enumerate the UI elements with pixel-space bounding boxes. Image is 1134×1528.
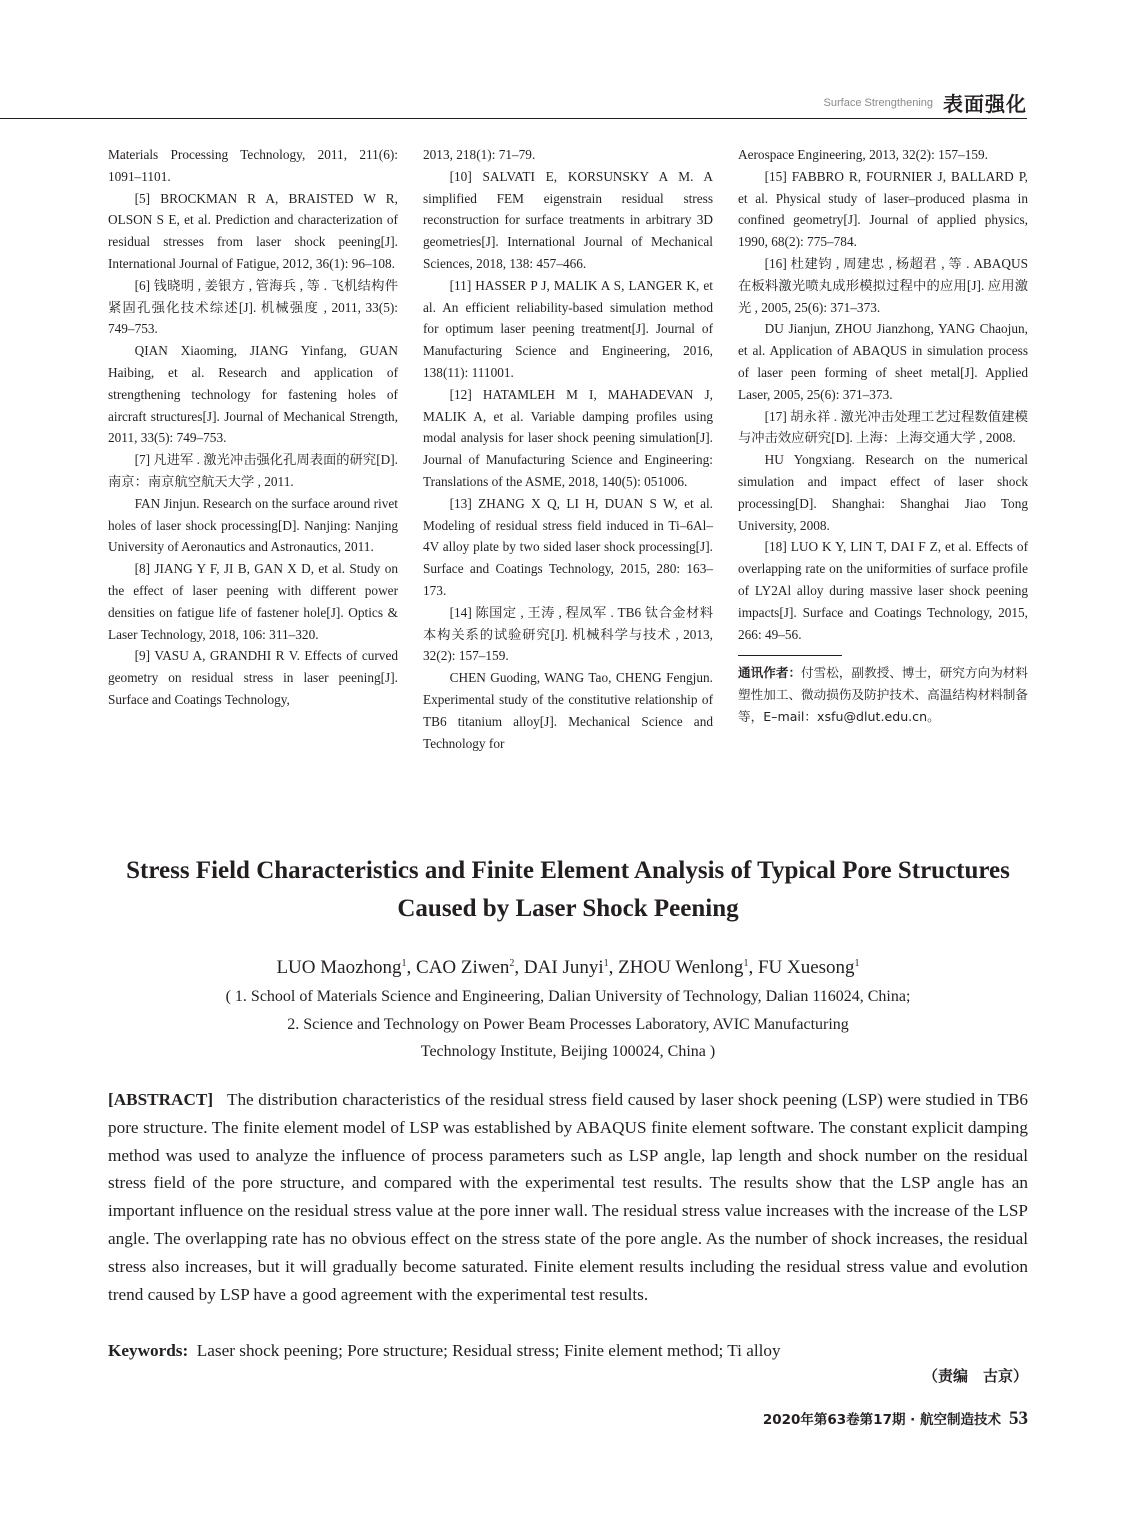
author-affiliation-mark: 1 <box>603 958 609 969</box>
reference-columns <box>108 144 1028 784</box>
affiliation-line: ( 1. School of Materials Science and Engineering, Dalian University of Technology, Dalian 116024, China; <box>225 988 911 1005</box>
reference-entry: [10] SALVATI E, KORSUNSKY A M. A simplified FEM eigenstrain residual stress reconstruction for surface treatments in arbitrary 3D geometries[J]. International Journal of Mechanical Sciences, 2018, 138: 457–466. <box>423 168 713 271</box>
author-affiliation-mark: 1 <box>401 958 407 969</box>
page-footer <box>763 1408 1028 1430</box>
reference-entry: [14] 陈国定 , 王涛 , 程凤军 . TB6 钛合金材料本构关系的试验研究[J]. 机械科学与技术 , 2013, 32(2): 157–159. <box>423 604 713 664</box>
author-name: CAO Ziwen <box>416 957 510 978</box>
reference-entry: Aerospace Engineering, 2013, 32(2): 157–159. <box>738 147 988 162</box>
author-affiliation-mark: 1 <box>854 958 860 969</box>
reference-entry: [18] LUO K Y, LIN T, DAI F Z, et al. Effects of overlapping rate on the uniformities of surface profile of LY2Al alloy during massive laser shock peening impacts[J]. Surface and Coatings Technology, 2015, 266: 49–56. <box>738 539 1028 642</box>
reference-entry: CHEN Guoding, WANG Tao, CHENG Fengjun. Experimental study of the constitutive relationship of TB6 titanium alloy[J]. Mechanical Science and Technology for <box>423 670 713 751</box>
footnote-rule <box>738 655 842 656</box>
reference-entry: QIAN Xiaoming, JIANG Yinfang, GUAN Haibing, et al. Research and application of strengthening technology for fastening holes of aircraft structures[J]. Journal of Mechanical Strength, 2011, 33(5): 749–753. <box>108 343 398 446</box>
affiliation-line: 2. Science and Technology on Power Beam Processes Laboratory, AVIC Manufacturing <box>287 1015 849 1033</box>
reference-entry: [13] ZHANG X Q, LI H, DUAN S W, et al. Modeling of residual stress field induced in Ti–6Al–4V alloy plate by two sided laser shock processing[J]. Surface and Coatings Technology, 2015, 280: 163–173. <box>423 495 713 598</box>
reference-entry: [16] 杜建钧 , 周建忠 , 杨超君 , 等 . ABAQUS 在板料激光喷丸成形模拟过程中的应用[J]. 应用激光 , 2005, 25(6): 371–373. <box>738 255 1028 315</box>
author-affiliation-mark: 1 <box>743 958 749 969</box>
abstract-label: [ABSTRACT] <box>108 1090 214 1109</box>
reference-column-1 <box>108 144 398 711</box>
reference-entry: HU Yongxiang. Research on the numerical simulation and impact effect of laser shock processing[D]. Shanghai: Shanghai Jiao Tong University, 2008. <box>738 452 1028 533</box>
header-section-zh: 表面强化 <box>943 92 1027 116</box>
author-affiliation-mark: 2 <box>509 958 515 969</box>
paper-title: Stress Field Characteristics and Finite Element Analysis of Typical Pore Structures Caused by Laser Shock Peening <box>126 857 1010 922</box>
reference-column-2 <box>423 144 713 754</box>
reference-entry: [12] HATAMLEH M I, MAHADEVAN J, MALIK A, et al. Variable damping profiles using modal analysis for laser shock peening simulation[J]. Journal of Manufacturing Science and Engineering: Translations of the ASME, 2018, 140(5): 051006. <box>423 386 713 489</box>
corresponding-author-note <box>738 662 1028 728</box>
reference-column-3 <box>738 144 1028 728</box>
reference-entry: [11] HASSER P J, MALIK A S, LANGER K, et al. An efficient reliability-based simulation method for optimum laser peening treatment[J]. Journal of Manufacturing Science and Engineering, 2016, 138(11): 111001. <box>423 277 713 380</box>
reference-entry: [9] VASU A, GRANDHI R V. Effects of curved geometry on residual stress in laser peening[J]. Surface and Coatings Technology, <box>108 648 398 707</box>
reference-entry: DU Jianjun, ZHOU Jianzhong, YANG Chaojun, et al. Application of ABAQUS in simulation process of laser peen forming of sheet metal[J]. Applied Laser, 2005, 25(6): 371–373. <box>738 321 1028 402</box>
keywords-text: Laser shock peening; Pore structure; Residual stress; Finite element method; Ti alloy <box>196 1341 781 1360</box>
affiliations <box>108 983 1028 1066</box>
page-number: 53 <box>1009 1408 1028 1429</box>
author-name: ZHOU Wenlong <box>618 957 744 978</box>
reference-entry: [15] FABBRO R, FOURNIER J, BALLARD P, et al. Physical study of laser–produced plasma in confined geometry[J]. Journal of applied physics, 1990, 68(2): 775–784. <box>738 168 1028 250</box>
author-list: LUO Maozhong$^1$, CAO Ziwen$^2$, DAI Junyi$^1$, ZHOU Wenlong$^1$, FU Xuesong$^1$ <box>276 957 860 978</box>
reference-entry: [6] 钱晓明 , 姜银方 , 管海兵 , 等 . 飞机结构件紧固孔强化技术综述[J]. 机械强度 , 2011, 33(5): 749–753. <box>108 277 398 337</box>
editor-credit: （责编 古京） <box>922 1367 1028 1385</box>
author-name: FU Xuesong <box>757 957 855 978</box>
author-name: DAI Junyi <box>523 957 604 978</box>
reference-entry: [7] 凡进军 . 激光冲击强化孔周表面的研究[D]. 南京：南京航空航天大学 , 2011. <box>108 452 398 489</box>
running-header <box>0 88 1027 119</box>
abstract <box>108 1086 1028 1308</box>
journal-issue: 2020年第63卷第17期 · 航空制造技术 <box>762 1412 1001 1428</box>
reference-list <box>738 144 1028 645</box>
affiliation-line: Technology Institute, Beijing 100024, China ) <box>420 1043 716 1060</box>
reference-entry: 2013, 218(1): 71–79. <box>423 147 536 162</box>
reference-entry: [5] BROCKMAN R A, BRAISTED W R, OLSON S E, et al. Prediction and characterization of residual stresses from laser shock peening[J]. International Journal of Fatigue, 2012, 36(1): 96–108. <box>108 190 398 271</box>
corresponding-author-text: 付雪松，副教授、博士，研究方向为材料塑性加工、微动损伤及防护技术、高温结构材料制备等，E–mail：xsfu@dlut.edu.cn。 <box>738 665 1028 725</box>
abstract-text: The distribution characteristics of the residual stress field caused by laser shock peening (LSP) were studied in TB6 pore structure. The finite element model of LSP was established by ABAQUS finite element software. The constant explicit damping method was used to analyze the influence of process parameters such as LSP angle, lap length and shock number on the residual stress field of the pore structure, and compared with the experimental test results. The results show that the LSP angle has an important influence on the residual stress value at the pore inner wall. The residual stress value increases with the increase of the LSP angle. The overlapping rate has no obvious effect on the stress state of the pore angle. As the number of shock increases, the residual stress also increases, but it will gradually become saturated. Finite element results including the residual stress value and evolution trend caused by LSP have a good agreement with the experimental test results. <box>108 1090 1029 1304</box>
reference-entry: Materials Processing Technology, 2011, 211(6): 1091–1101. <box>108 147 398 184</box>
reference-entry: [8] JIANG Y F, JI B, GAN X D, et al. Study on the effect of laser peening with different power densities on fatigue life of fastener hole[J]. Optics & Laser Technology, 2018, 106: 311–320. <box>108 561 398 642</box>
reference-entry: FAN Jinjun. Research on the surface around rivet holes of laser shock processing[D]. Nanjing: Nanjing University of Aeronautics and Astronautics, 2011. <box>108 495 398 555</box>
corresponding-author-label: 通讯作者： <box>738 665 802 681</box>
keywords-label: Keywords: <box>108 1341 189 1360</box>
keywords <box>108 1337 1028 1364</box>
author-name: LUO Maozhong <box>276 957 402 978</box>
header-section-en: Surface Strengthening <box>823 96 933 109</box>
reference-entry: [17] 胡永祥 . 激光冲击处理工艺过程数值建模与冲击效应研究[D]. 上海：上海交通大学 , 2008. <box>738 408 1028 446</box>
